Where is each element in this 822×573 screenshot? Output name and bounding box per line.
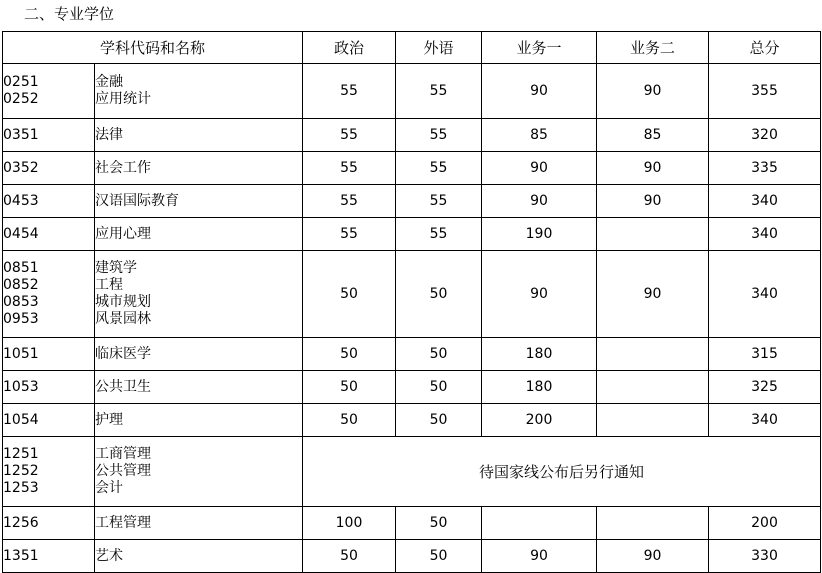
- foreign-language-score: 50: [396, 540, 482, 573]
- subject-code: 0252: [3, 91, 39, 107]
- major-2-score: 85: [597, 119, 709, 152]
- subject-name-cell: [95, 251, 303, 338]
- subject-code-cell: [3, 338, 95, 371]
- foreign-language-score: 55: [396, 152, 482, 185]
- total-score: 325: [709, 371, 821, 404]
- politics-score: 55: [303, 119, 396, 152]
- major-1-score: 90: [482, 540, 597, 573]
- foreign-language-score: 50: [396, 371, 482, 404]
- total-score: 340: [709, 218, 821, 251]
- subject-name-cell: [95, 437, 303, 507]
- table-row: [3, 507, 821, 540]
- subject-code-cell: [3, 404, 95, 437]
- politics-score: 55: [303, 64, 396, 119]
- subject-name: 社会工作: [95, 159, 151, 176]
- subject-name-cell: [95, 338, 303, 371]
- major-2-score: [597, 507, 709, 540]
- major-1-score: 90: [482, 64, 597, 119]
- politics-score: 50: [303, 251, 396, 338]
- subject-code-cell: [3, 251, 95, 338]
- table-row: [3, 119, 821, 152]
- subject-name-cell: [95, 119, 303, 152]
- table-row: [3, 185, 821, 218]
- subject-code: 0853: [3, 294, 39, 310]
- subject-name: 应用心理: [95, 225, 151, 242]
- subject-name: 风景园林: [95, 311, 151, 327]
- major-2-score: 90: [597, 64, 709, 119]
- table-body: [3, 64, 821, 573]
- subject-code-cell: [3, 371, 95, 404]
- subject-name: 临床医学: [95, 345, 151, 362]
- table-row: [3, 64, 821, 119]
- table-row: [3, 218, 821, 251]
- header-total: 总分: [709, 32, 821, 64]
- major-1-score: 190: [482, 218, 597, 251]
- table-row: [3, 152, 821, 185]
- score-table: [2, 31, 821, 573]
- subject-name: 建筑学: [95, 260, 137, 276]
- subject-name-cell: [95, 152, 303, 185]
- subject-code: 0953: [3, 311, 39, 327]
- politics-score: 55: [303, 152, 396, 185]
- politics-score: 55: [303, 185, 396, 218]
- subject-code: 0351: [3, 126, 39, 143]
- major-1-score: 90: [482, 152, 597, 185]
- total-score: 330: [709, 540, 821, 573]
- major-1-score: 90: [482, 185, 597, 218]
- total-score: 335: [709, 152, 821, 185]
- subject-code-cell: [3, 64, 95, 119]
- subject-name: 会计: [95, 480, 123, 496]
- subject-code: 0851: [3, 260, 39, 276]
- header-subject: 学科代码和名称: [3, 32, 303, 64]
- subject-name: 公共卫生: [95, 378, 151, 395]
- subject-name: 工程: [95, 277, 123, 293]
- major-2-score: [597, 404, 709, 437]
- subject-name-cell: [95, 507, 303, 540]
- header-politics: 政治: [303, 32, 396, 64]
- pending-notice: 待国家线公布后另行通知: [303, 437, 821, 507]
- total-score: 315: [709, 338, 821, 371]
- major-1-score: 180: [482, 338, 597, 371]
- major-2-score: 90: [597, 185, 709, 218]
- foreign-language-score: 50: [396, 507, 482, 540]
- header-foreign-language: 外语: [396, 32, 482, 64]
- major-1-score: 90: [482, 251, 597, 338]
- subject-code: 0251: [3, 74, 39, 90]
- subject-name-cell: [95, 371, 303, 404]
- major-2-score: [597, 371, 709, 404]
- total-score: 340: [709, 404, 821, 437]
- major-1-score: 180: [482, 371, 597, 404]
- politics-score: 50: [303, 338, 396, 371]
- section-title: 二、专业学位: [24, 5, 115, 23]
- subject-name: 应用统计: [95, 91, 151, 107]
- politics-score: 55: [303, 218, 396, 251]
- subject-name: 工商管理: [95, 446, 151, 462]
- subject-name-cell: [95, 540, 303, 573]
- header-row: [3, 32, 821, 64]
- subject-code: 1251: [3, 446, 39, 462]
- subject-code-cell: [3, 437, 95, 507]
- subject-code: 0852: [3, 277, 39, 293]
- subject-code: 1351: [3, 547, 39, 564]
- subject-name-cell: [95, 185, 303, 218]
- header-major-2: 业务二: [597, 32, 709, 64]
- subject-name: 城市规划: [95, 294, 151, 310]
- foreign-language-score: 55: [396, 119, 482, 152]
- major-1-score: [482, 507, 597, 540]
- politics-score: 50: [303, 540, 396, 573]
- total-score: 355: [709, 64, 821, 119]
- major-1-score: 200: [482, 404, 597, 437]
- subject-name: 工程管理: [95, 514, 151, 531]
- subject-name-cell: [95, 404, 303, 437]
- politics-score: 50: [303, 404, 396, 437]
- total-score: 340: [709, 251, 821, 338]
- politics-score: 50: [303, 371, 396, 404]
- subject-code: 1051: [3, 345, 39, 362]
- subject-code: 0453: [3, 192, 39, 209]
- subject-code: 1053: [3, 378, 39, 395]
- subject-code: 1253: [3, 480, 39, 496]
- major-1-score: 85: [482, 119, 597, 152]
- subject-code-cell: [3, 185, 95, 218]
- subject-name: 护理: [95, 411, 123, 428]
- subject-name: 公共管理: [95, 463, 151, 479]
- subject-name: 汉语国际教育: [95, 192, 179, 209]
- subject-code: 1252: [3, 463, 39, 479]
- total-score: 200: [709, 507, 821, 540]
- foreign-language-score: 55: [396, 64, 482, 119]
- subject-name: 法律: [95, 126, 123, 143]
- politics-score: 100: [303, 507, 396, 540]
- major-2-score: [597, 218, 709, 251]
- table-row: [3, 540, 821, 573]
- subject-code-cell: [3, 540, 95, 573]
- subject-name-cell: [95, 218, 303, 251]
- table-row: [3, 437, 821, 507]
- major-2-score: 90: [597, 251, 709, 338]
- header-major-1: 业务一: [482, 32, 597, 64]
- table-row: [3, 371, 821, 404]
- major-2-score: 90: [597, 540, 709, 573]
- subject-code: 0352: [3, 159, 39, 176]
- foreign-language-score: 50: [396, 404, 482, 437]
- total-score: 320: [709, 119, 821, 152]
- total-score: 340: [709, 185, 821, 218]
- major-2-score: [597, 338, 709, 371]
- subject-code-cell: [3, 218, 95, 251]
- table-row: [3, 338, 821, 371]
- foreign-language-score: 50: [396, 251, 482, 338]
- major-2-score: 90: [597, 152, 709, 185]
- foreign-language-score: 55: [396, 185, 482, 218]
- subject-code: 1256: [3, 514, 39, 531]
- subject-code: 0454: [3, 225, 39, 242]
- subject-name: 艺术: [95, 547, 123, 564]
- subject-name-cell: [95, 64, 303, 119]
- subject-code-cell: [3, 152, 95, 185]
- foreign-language-score: 50: [396, 338, 482, 371]
- subject-code-cell: [3, 119, 95, 152]
- subject-name: 金融: [95, 74, 123, 90]
- table-row: [3, 251, 821, 338]
- table-row: [3, 404, 821, 437]
- subject-code: 1054: [3, 411, 39, 428]
- foreign-language-score: 55: [396, 218, 482, 251]
- subject-code-cell: [3, 507, 95, 540]
